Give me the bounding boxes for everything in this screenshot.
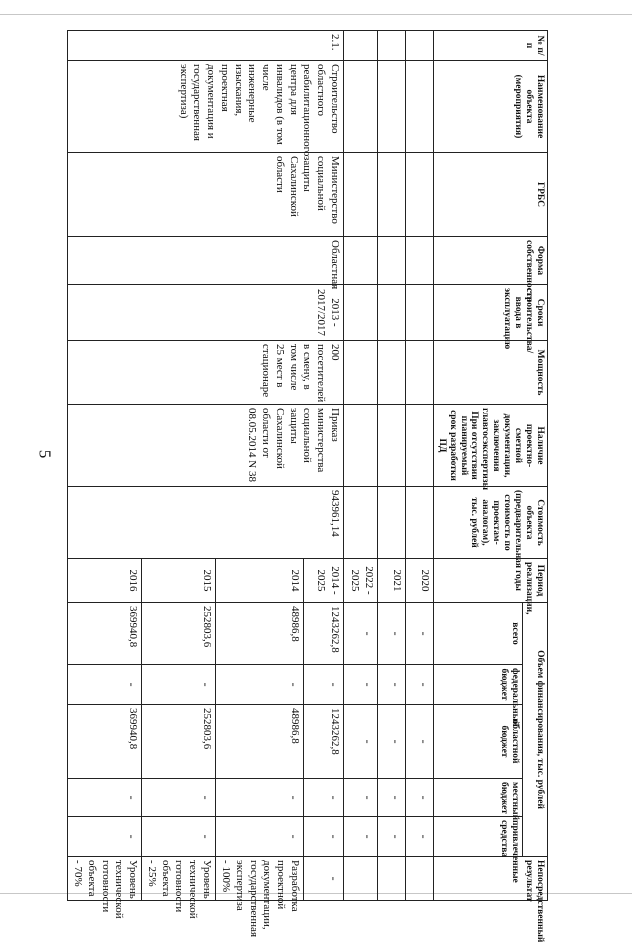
scan-edge-line: [0, 14, 632, 15]
period-cell: 2014 - 2025: [303, 559, 343, 603]
header-row: [522, 31, 547, 901]
federal-cell: -: [405, 665, 433, 705]
empty-cell: [405, 405, 433, 487]
header-cost: Стоимость объекта (предварительная стоимость по проектам-аналогам), тыс. рублей: [433, 487, 547, 559]
period-cell: 2021: [377, 559, 405, 603]
empty-cell: [343, 237, 377, 285]
empty-cell: [377, 61, 405, 153]
header-attracted: привлеченные средства: [433, 817, 522, 857]
result-cell: Разработка проектной документации, государственная экспертиза - 100%: [215, 857, 303, 901]
empty-cell: [343, 285, 377, 341]
federal-cell: -: [215, 665, 303, 705]
local-cell: -: [303, 779, 343, 817]
attracted-cell: -: [68, 817, 142, 857]
period-cell: 2015: [142, 559, 216, 603]
federal-cell: -: [142, 665, 216, 705]
empty-cell: [377, 341, 405, 405]
federal-cell: -: [343, 665, 377, 705]
total-cell: -: [405, 603, 433, 665]
item-terms-cell: 2013 - 2017/2017: [68, 285, 344, 341]
item-num-cell: 2.1.: [68, 31, 344, 61]
item-design-docs-cell: Приказ министерства социальной защиты Сахалинской области от 08.05.2014 N 38: [68, 405, 344, 487]
header-period: Период реализации, годы: [433, 559, 547, 603]
item-grbs-cell: Министерство социальной защиты Сахалинской области: [68, 153, 344, 237]
regional-cell: 252803,6: [142, 705, 216, 779]
local-cell: -: [68, 779, 142, 817]
header-financing: Объем финансирования, тыс. рублей: [522, 603, 547, 857]
total-cell: -: [343, 603, 377, 665]
attracted-cell: -: [215, 817, 303, 857]
local-cell: -: [377, 779, 405, 817]
empty-cell: [377, 405, 405, 487]
period-cell: 2022 - 2025: [343, 559, 377, 603]
table-row: [377, 31, 405, 901]
regional-cell: -: [343, 705, 377, 779]
total-cell: 252803,6: [142, 603, 216, 665]
attracted-cell: -: [303, 817, 343, 857]
empty-cell: [343, 61, 377, 153]
attracted-cell: -: [343, 817, 377, 857]
empty-cell: [405, 285, 433, 341]
result-cell: [405, 857, 433, 901]
empty-cell: [343, 487, 377, 559]
total-cell: 48986,8: [215, 603, 303, 665]
attracted-cell: -: [377, 817, 405, 857]
empty-cell: [377, 487, 405, 559]
rotated-table-wrapper: [72, 30, 548, 942]
header-regional: областной бюджет: [433, 705, 522, 779]
header-ownership: Форма собственности: [433, 237, 547, 285]
regional-cell: 1243262,8: [303, 705, 343, 779]
federal-cell: -: [68, 665, 142, 705]
header-num: № п/п: [433, 31, 547, 61]
period-cell: 2016: [68, 559, 142, 603]
empty-cell: [377, 31, 405, 61]
period-cell: 2014: [215, 559, 303, 603]
period-cell: 2020: [405, 559, 433, 603]
result-cell: -: [303, 857, 343, 901]
result-cell: [343, 857, 377, 901]
header-result: Непосредственный результат: [433, 857, 547, 901]
total-cell: -: [377, 603, 405, 665]
empty-cell: [377, 153, 405, 237]
regional-cell: 48986,8: [215, 705, 303, 779]
empty-cell: [377, 237, 405, 285]
regional-cell: 369940,8: [68, 705, 142, 779]
empty-cell: [405, 487, 433, 559]
result-cell: Уровень технической готовности объекта - 25%: [142, 857, 216, 901]
empty-cell: [343, 31, 377, 61]
header-terms: Сроки строительства/ввода в эксплуатацию: [433, 285, 547, 341]
table-row: [343, 31, 377, 901]
attracted-cell: -: [142, 817, 216, 857]
item-cost-cell: 943961,14: [68, 487, 344, 559]
local-cell: -: [343, 779, 377, 817]
federal-cell: -: [303, 665, 343, 705]
table-row: [303, 31, 343, 901]
header-federal: федеральный бюджет: [433, 665, 522, 705]
local-cell: -: [142, 779, 216, 817]
local-cell: -: [215, 779, 303, 817]
header-design-docs: Наличие проектно-сметной документации, заключения главгосэкспертизы При отсутствии планируемый срок разработки ПД: [433, 405, 547, 487]
regional-cell: -: [377, 705, 405, 779]
result-cell: [377, 857, 405, 901]
empty-cell: [343, 405, 377, 487]
table-row: [405, 31, 433, 901]
empty-cell: [405, 341, 433, 405]
item-name-cell: Строительство областного реабилитационного центра для инвалидов (в том числе инженерные изыскания, проектная документация и государственная экспертиза): [68, 61, 344, 153]
empty-cell: [405, 61, 433, 153]
empty-cell: [405, 237, 433, 285]
empty-cell: [343, 341, 377, 405]
header-name: Наименование объекта (мероприятия): [433, 61, 547, 153]
empty-cell: [405, 31, 433, 61]
item-capacity-cell: 200 посетителей в смену, в том числе 25 мест в стационаре: [68, 341, 344, 405]
total-cell: 1243262,8: [303, 603, 343, 665]
attracted-cell: -: [405, 817, 433, 857]
federal-cell: -: [377, 665, 405, 705]
header-total: всего: [433, 603, 522, 665]
header-capacity: Мощность: [433, 341, 547, 405]
local-cell: -: [405, 779, 433, 817]
header-local: местный бюджет: [433, 779, 522, 817]
empty-cell: [405, 153, 433, 237]
header-grbs: ГРБС: [433, 153, 547, 237]
total-cell: 369940,8: [68, 603, 142, 665]
page-number: 5: [35, 449, 55, 459]
result-cell: Уровень технической готовности объекта - 70%: [68, 857, 142, 901]
empty-cell: [343, 153, 377, 237]
regional-cell: -: [405, 705, 433, 779]
item-ownership-cell: Областная: [68, 237, 344, 285]
financing-table: [67, 30, 548, 942]
empty-cell: [377, 285, 405, 341]
